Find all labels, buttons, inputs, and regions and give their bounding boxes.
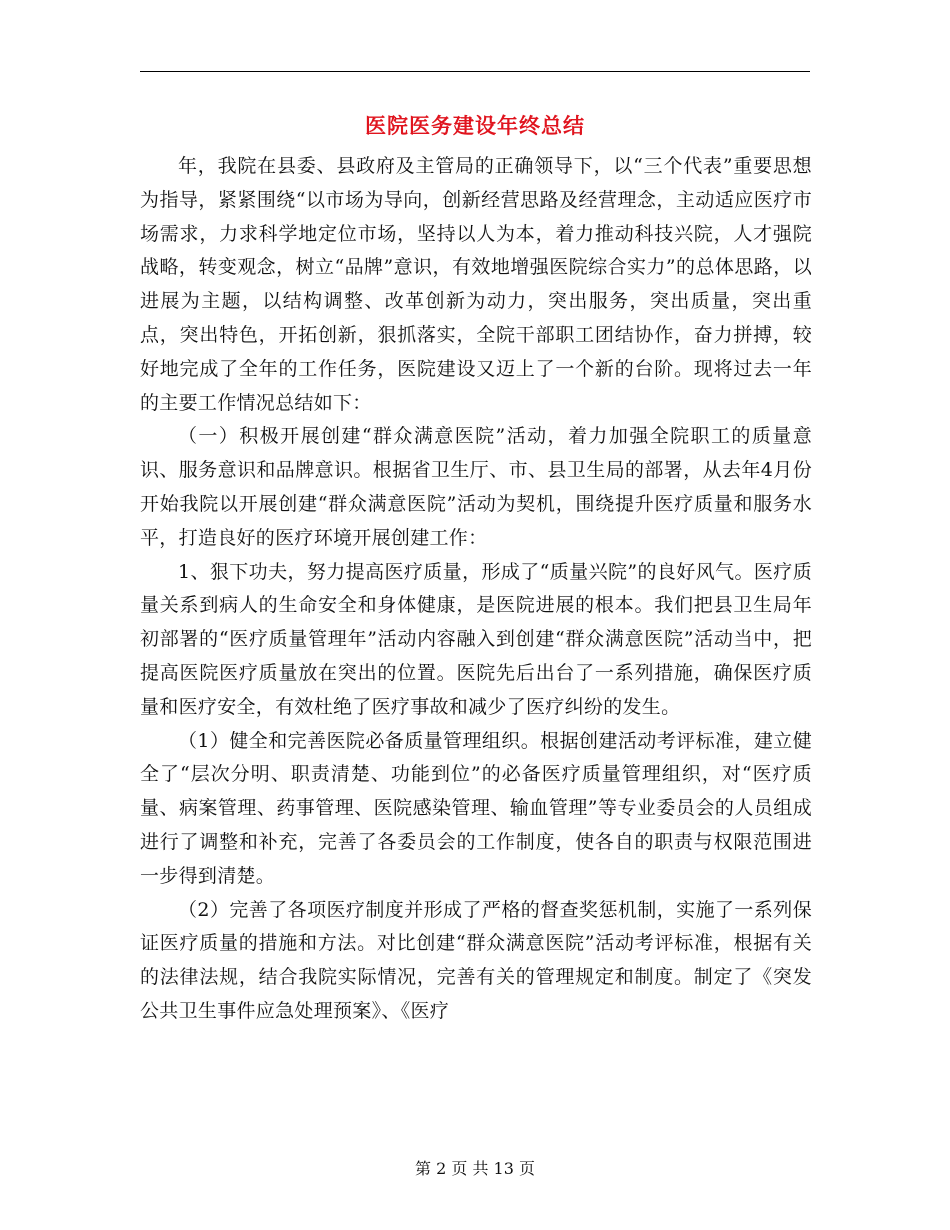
paragraph: 1、狠下功夫，努力提高医疗质量，形成了“质量兴院”的良好风气。医疗质量关系到病人的生命安全和身体健康，是医院进展的根本。我们把县卫生局年初部署的“医疗质量管理年”活动内容融入到创建“群众满意医院”活动当中，把提高医院医疗质量放在突出的位置。医院先后出台了一系列措施，确保医疗质量和医疗安全，有效杜绝了医疗事故和减少了医疗纠纷的发生。 [140,560,812,718]
paragraph: （一）积极开展创建“群众满意医院”活动，着力加强全院职工的质量意识、服务意识和品牌意识。根据省卫生厅、市、县卫生局的部署，从去年4月份开始我院以开展创建“群众满意医院”活动为契机，围绕提升医疗质量和服务水平，打造良好的医疗环境开展创建工作： [140,425,812,549]
paragraph: 年，我院在县委、县政府及主管局的正确领导下，以“三个代表”重要思想为指导，紧紧围绕“以市场为导向，创新经营思路及经营理念，主动适应医疗市场需求，力求科学地定位市场，坚持以人为本，着力推动科技兴院，人才强院战略，转变观念，树立“品牌”意识，有效地增强医院综合实力”的总体思路，以进展为主题，以结构调整、改革创新为动力，突出服务，突出质量，突出重点，突出特色，开拓创新，狠抓落实，全院干部职工团结协作，奋力拼搏，较好地完成了全年的工作任务，医院建设又迈上了一个新的台阶。现将过去一年的主要工作情况总结如下： [140,155,812,414]
paragraph: （2）完善了各项医疗制度并形成了严格的督查奖惩机制，实施了一系列保证医疗质量的措施和方法。对比创建“群众满意医院”活动考评标准，根据有关的法律法规，结合我院实际情况，完善有关的管理规定和制度。制定了《突发公共卫生事件应急处理预案》、《医疗 [140,898,812,1022]
header-rule [140,71,810,72]
document-body [140,150,812,1029]
document-title: 医院医务建设年终总结 [365,113,585,138]
paragraph: （1）健全和完善医院必备质量管理组织。根据创建活动考评标准，建立健全了“层次分明、职责清楚、功能到位”的必备医疗质量管理组织，对“医疗质量、病案管理、药事管理、医院感染管理、输血管理”等专业委员会的人员组成进行了调整和补充，完善了各委员会的工作制度，使各自的职责与权限范围进一步得到清楚。 [140,729,812,887]
page-footer: 第 2 页 共 13 页 [415,1159,535,1178]
